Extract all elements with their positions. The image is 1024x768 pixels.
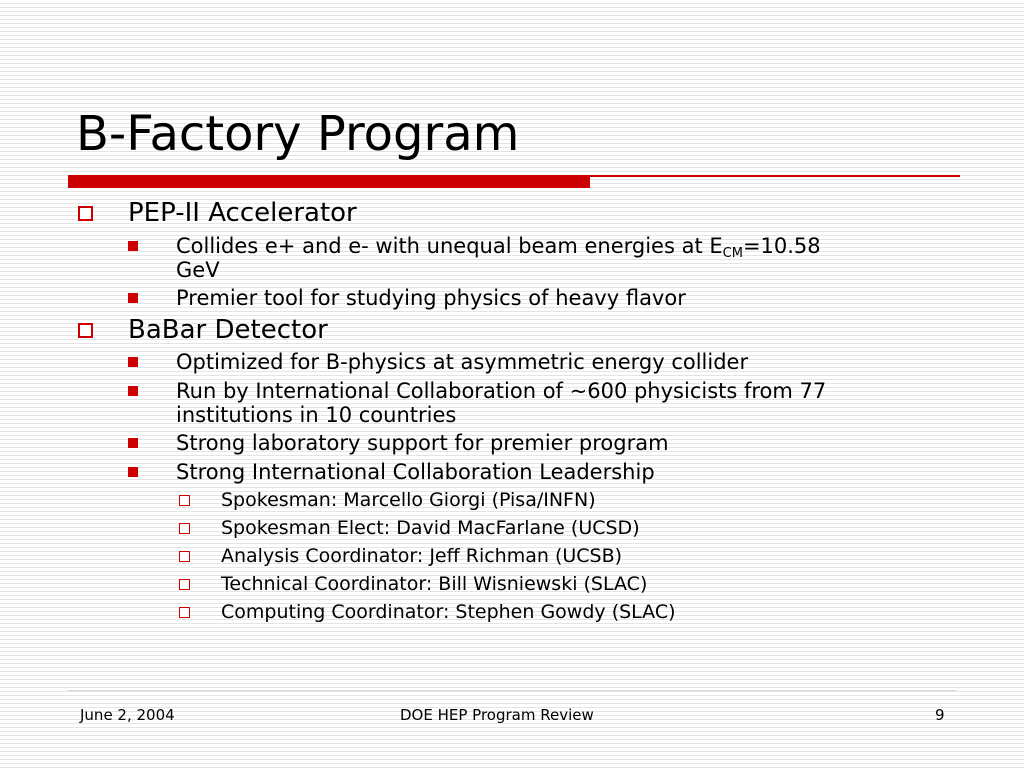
footer-divider: [68, 690, 956, 691]
bullet-collides-continued: GeV: [176, 258, 220, 282]
footer-title: DOE HEP Program Review: [400, 706, 594, 724]
square-bullet-icon: [128, 293, 138, 303]
bullet-premier-tool: Premier tool for studying physics of heavy flavor: [176, 286, 686, 310]
bullet-lab-support: Strong laboratory support for premier program: [176, 431, 669, 455]
footer-date: June 2, 2004: [80, 706, 175, 724]
bullet-technical-coordinator: Technical Coordinator: Bill Wisniewski (SLAC): [221, 573, 648, 595]
bullet-run-by-continued: institutions in 10 countries: [176, 403, 457, 427]
bullet-babar: BaBar Detector: [128, 315, 328, 345]
hollow-square-bullet-icon: [78, 323, 93, 338]
bullet-run-by: Run by International Collaboration of ~600 physicists from 77: [176, 379, 827, 403]
hollow-square-bullet-icon: [78, 206, 93, 221]
bullet-spokesman-elect: Spokesman Elect: David MacFarlane (UCSD): [221, 517, 640, 539]
square-bullet-icon: [128, 467, 138, 477]
bullet-optimized: Optimized for B-physics at asymmetric energy collider: [176, 350, 749, 374]
hollow-square-bullet-icon: [179, 523, 190, 534]
bullet-leadership: Strong International Collaboration Leadership: [176, 460, 655, 484]
square-bullet-icon: [128, 357, 138, 367]
bullet-spokesman: Spokesman: Marcello Giorgi (Pisa/INFN): [221, 489, 596, 511]
bullet-pep2: PEP-II Accelerator: [128, 198, 357, 228]
square-bullet-icon: [128, 241, 138, 251]
bullet-collides: Collides e+ and e- with unequal beam energies at $E_{CM}=10.58$: [176, 234, 821, 261]
hollow-square-bullet-icon: [179, 551, 190, 562]
hollow-square-bullet-icon: [179, 579, 190, 590]
hollow-square-bullet-icon: [179, 607, 190, 618]
slide-title: B-Factory Program: [76, 106, 520, 162]
slide-number: 9: [935, 706, 945, 724]
square-bullet-icon: [128, 438, 138, 448]
hollow-square-bullet-icon: [179, 495, 190, 506]
bullet-computing-coordinator: Computing Coordinator: Stephen Gowdy (SLAC): [221, 601, 676, 623]
square-bullet-icon: [128, 386, 138, 396]
bullet-analysis-coordinator: Analysis Coordinator: Jeff Richman (UCSB): [221, 545, 623, 567]
